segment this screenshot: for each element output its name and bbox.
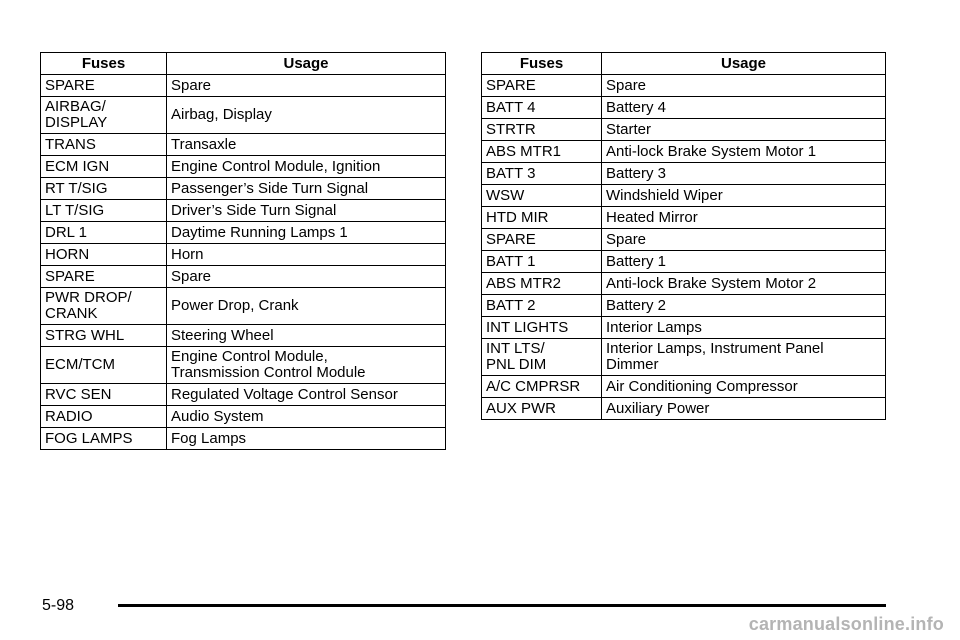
table-header-row — [41, 53, 446, 75]
fuse-name-cell: DRL 1 — [41, 222, 167, 244]
fuse-name-cell: RT T/SIG — [41, 178, 167, 200]
fuse-name-cell: AIRBAG/ DISPLAY — [41, 97, 167, 134]
fuse-name-cell: STRTR — [482, 119, 602, 141]
column-header-usage: Usage — [602, 53, 886, 75]
fuse-name-cell: A/C CMPRSR — [482, 376, 602, 398]
fuse-name-cell: INT LTS/ PNL DIM — [482, 339, 602, 376]
fuse-name-cell: RVC SEN — [41, 384, 167, 406]
fuse-name-cell: SPARE — [41, 75, 167, 97]
fuse-name-cell: AUX PWR — [482, 398, 602, 420]
fuse-name-cell: BATT 3 — [482, 163, 602, 185]
fuse-name-cell: SPARE — [41, 266, 167, 288]
fuse-usage-cell: Anti-lock Brake System Motor 2 — [602, 273, 886, 295]
table-row — [41, 384, 446, 406]
table-row — [41, 178, 446, 200]
fuse-usage-cell: Audio System — [167, 406, 446, 428]
table-row — [482, 185, 886, 207]
fuse-usage-cell: Steering Wheel — [167, 325, 446, 347]
table-row — [41, 134, 446, 156]
table-row — [41, 222, 446, 244]
table-row — [482, 229, 886, 251]
fuse-usage-cell: Transaxle — [167, 134, 446, 156]
table-row — [482, 339, 886, 376]
column-header-fuses: Fuses — [482, 53, 602, 75]
fuse-usage-cell: Spare — [602, 75, 886, 97]
fuse-usage-cell: Windshield Wiper — [602, 185, 886, 207]
footer-rule — [118, 604, 886, 607]
fuse-name-cell: BATT 2 — [482, 295, 602, 317]
fuse-name-cell: SPARE — [482, 229, 602, 251]
table-row — [482, 97, 886, 119]
fuse-usage-cell: Horn — [167, 244, 446, 266]
fuse-usage-cell: Fog Lamps — [167, 428, 446, 450]
fuse-name-cell: STRG WHL — [41, 325, 167, 347]
table-row — [482, 295, 886, 317]
fuse-usage-cell: Anti-lock Brake System Motor 1 — [602, 141, 886, 163]
fuse-usage-cell: Engine Control Module, Transmission Control Module — [167, 347, 446, 384]
table-body — [41, 75, 446, 450]
fuse-name-cell: ECM/TCM — [41, 347, 167, 384]
fuse-usage-cell: Battery 4 — [602, 97, 886, 119]
table-row — [41, 288, 446, 325]
fuse-usage-cell: Interior Lamps — [602, 317, 886, 339]
fuse-name-cell: RADIO — [41, 406, 167, 428]
fuse-usage-cell: Driver’s Side Turn Signal — [167, 200, 446, 222]
table-row — [482, 398, 886, 420]
table-row — [41, 97, 446, 134]
fuse-name-cell: WSW — [482, 185, 602, 207]
column-header-fuses: Fuses — [41, 53, 167, 75]
fuse-usage-cell: Starter — [602, 119, 886, 141]
fuse-usage-cell: Battery 3 — [602, 163, 886, 185]
table-row — [41, 75, 446, 97]
fuse-usage-cell: Battery 2 — [602, 295, 886, 317]
fuse-name-cell: FOG LAMPS — [41, 428, 167, 450]
fuse-usage-cell: Battery 1 — [602, 251, 886, 273]
fuse-usage-cell: Spare — [167, 266, 446, 288]
table-row — [482, 251, 886, 273]
table-row — [482, 119, 886, 141]
table-row — [482, 376, 886, 398]
fuse-usage-cell: Auxiliary Power — [602, 398, 886, 420]
table-row — [41, 428, 446, 450]
fuse-name-cell: BATT 1 — [482, 251, 602, 273]
fuse-table-left — [40, 52, 446, 450]
table-row — [482, 317, 886, 339]
fuse-usage-cell: Daytime Running Lamps 1 — [167, 222, 446, 244]
table-row — [41, 266, 446, 288]
fuse-name-cell: INT LIGHTS — [482, 317, 602, 339]
table-row — [41, 347, 446, 384]
table-row — [41, 406, 446, 428]
table-row — [41, 244, 446, 266]
table-row — [482, 273, 886, 295]
table-row — [482, 141, 886, 163]
fuse-name-cell: ABS MTR1 — [482, 141, 602, 163]
fuse-name-cell: ABS MTR2 — [482, 273, 602, 295]
fuse-name-cell: PWR DROP/ CRANK — [41, 288, 167, 325]
fuse-usage-cell: Engine Control Module, Ignition — [167, 156, 446, 178]
page-number: 5-98 — [42, 597, 75, 614]
column-header-usage: Usage — [167, 53, 446, 75]
fuse-usage-cell: Power Drop, Crank — [167, 288, 446, 325]
fuse-name-cell: BATT 4 — [482, 97, 602, 119]
fuse-name-cell: ECM IGN — [41, 156, 167, 178]
table-row — [41, 200, 446, 222]
fuse-usage-cell: Air Conditioning Compressor — [602, 376, 886, 398]
fuse-table-right — [481, 52, 886, 420]
watermark-logo: carmanualsonline.info — [748, 614, 944, 634]
fuse-usage-cell: Airbag, Display — [167, 97, 446, 134]
table-row — [482, 207, 886, 229]
fuse-usage-cell: Regulated Voltage Control Sensor — [167, 384, 446, 406]
fuse-name-cell: HTD MIR — [482, 207, 602, 229]
fuse-usage-cell: Interior Lamps, Instrument Panel Dimmer — [602, 339, 886, 376]
fuse-name-cell: HORN — [41, 244, 167, 266]
fuse-usage-cell: Passenger’s Side Turn Signal — [167, 178, 446, 200]
table-row — [41, 325, 446, 347]
fuse-name-cell: LT T/SIG — [41, 200, 167, 222]
fuse-usage-cell: Heated Mirror — [602, 207, 886, 229]
fuse-name-cell: TRANS — [41, 134, 167, 156]
table-row — [41, 156, 446, 178]
table-row — [482, 75, 886, 97]
table-header-row — [482, 53, 886, 75]
table-body — [482, 75, 886, 420]
fuse-usage-cell: Spare — [167, 75, 446, 97]
fuse-usage-cell: Spare — [602, 229, 886, 251]
fuse-name-cell: SPARE — [482, 75, 602, 97]
table-row — [482, 163, 886, 185]
